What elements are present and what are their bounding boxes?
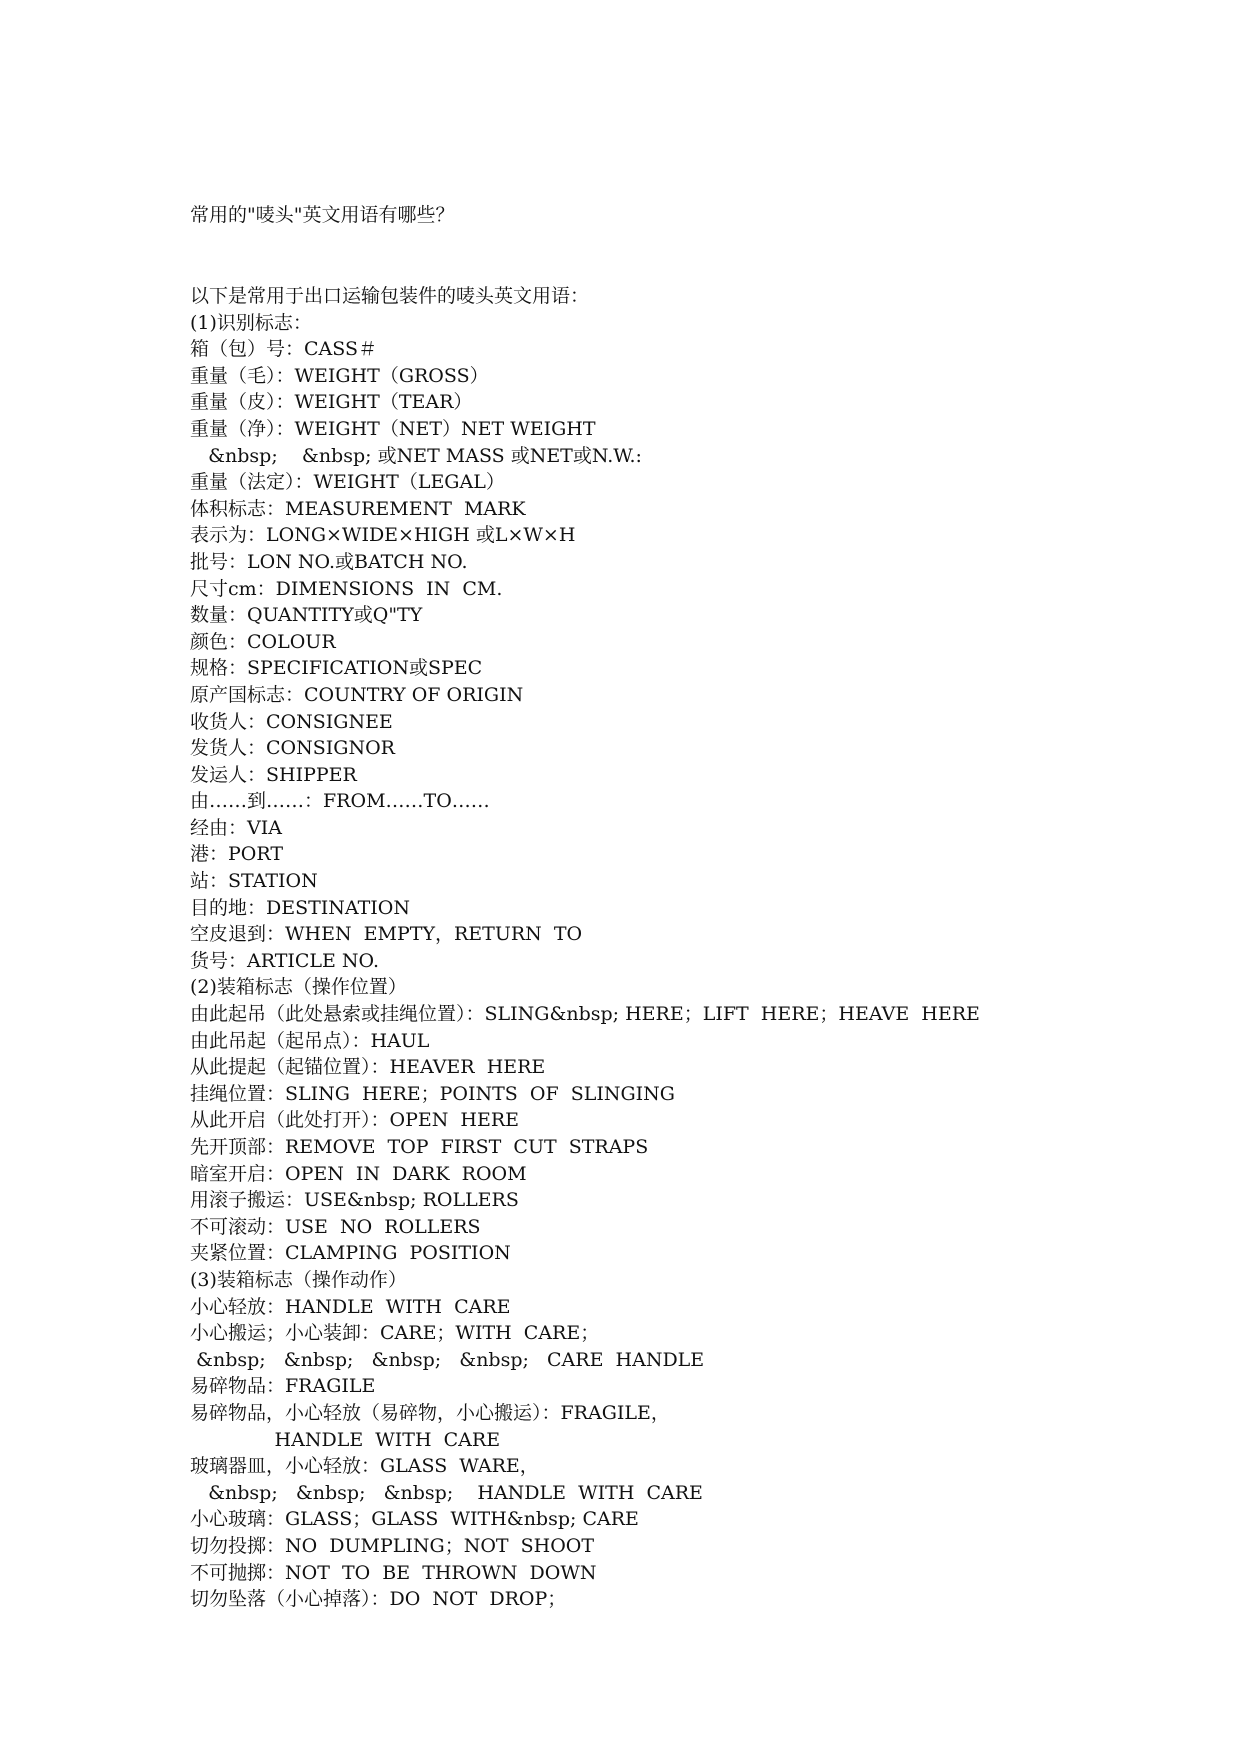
text-line: 目的地：DESTINATION — [190, 896, 410, 919]
text-line: 易碎物品，小心轻放（易碎物，小心搬运）：FRAGILE， — [190, 1401, 670, 1424]
text-line: 规格：SPECIFICATION或SPEC — [190, 657, 483, 680]
text-line: 小心轻放：HANDLE WITH CARE — [190, 1295, 511, 1318]
text-line: 原产国标志：COUNTRY OF ORIGIN — [190, 683, 524, 706]
text-line: 港：PORT — [190, 843, 284, 866]
text-line: 颜色：COLOUR — [190, 630, 336, 653]
text-line: 由……到……：FROM……TO…… — [190, 790, 490, 813]
text-line: 不可抛掷：NOT TO BE THROWN DOWN — [190, 1561, 597, 1584]
text-line: 货号：ARTICLE NO. — [190, 949, 380, 972]
text-line: 重量（净）：WEIGHT（NET）NET WEIGHT — [190, 417, 596, 440]
text-line: 挂绳位置：SLING HERE；POINTS OF SLINGING — [190, 1082, 675, 1105]
text-line: 发货人：CONSIGNOR — [190, 737, 395, 760]
text-line: 收货人：CONSIGNEE — [190, 710, 393, 733]
text-line: (3)装箱标志（操作动作） — [190, 1268, 407, 1291]
document-title: 常用的"唛头"英文用语有哪些？ — [190, 204, 455, 226]
text-line: (1)识别标志： — [190, 311, 312, 334]
text-line: &nbsp; &nbsp; &nbsp; &nbsp; CARE HANDLE — [190, 1348, 705, 1371]
text-line: 表示为：LONG×WIDE×HIGH 或L×W×H — [190, 524, 576, 547]
text-line: 重量（毛）：WEIGHT（GROSS） — [190, 364, 489, 387]
text-line: 重量（皮）：WEIGHT（TEAR） — [190, 391, 473, 414]
text-line: 切勿坠落（小心掉落）：DO NOT DROP； — [190, 1588, 567, 1611]
text-line: 夹紧位置：CLAMPING POSITION — [190, 1242, 511, 1265]
text-line: &nbsp; &nbsp; 或NET MASS 或NET或N.W.: — [190, 444, 642, 467]
text-line: 玻璃器皿，小心轻放：GLASS WARE， — [190, 1455, 539, 1478]
text-line: HANDLE WITH CARE — [190, 1428, 501, 1451]
text-line: 不可滚动：USE NO ROLLERS — [190, 1215, 481, 1238]
text-line: 暗室开启：OPEN IN DARK ROOM — [190, 1162, 527, 1185]
text-line: 以下是常用于出口运输包装件的唛头英文用语： — [190, 285, 590, 307]
text-line: 从此开启（此处打开）：OPEN HERE — [190, 1109, 520, 1132]
text-line: 切勿投掷：NO DUMPLING；NOT SHOOT — [190, 1534, 595, 1557]
text-line: 体积标志：MEASUREMENT MARK — [190, 497, 526, 520]
text-line: 小心搬运；小心装卸：CARE；WITH CARE； — [190, 1322, 600, 1345]
text-line: 易碎物品：FRAGILE — [190, 1375, 376, 1398]
text-line: 站：STATION — [190, 870, 318, 893]
text-line: 数量：QUANTITY或Q"TY — [190, 604, 423, 627]
text-line: 批号：LON NO.或BATCH NO. — [190, 550, 468, 573]
text-line: 先开顶部：REMOVE TOP FIRST CUT STRAPS — [190, 1136, 649, 1158]
text-line: 由此起吊（此处悬索或挂绳位置）：SLING&nbsp; HERE；LIFT HERE；HEAVE HERE — [190, 1003, 980, 1026]
text-line: 发运人：SHIPPER — [190, 763, 357, 786]
text-line: 用滚子搬运：USE&nbsp; ROLLERS — [190, 1189, 519, 1212]
text-line: 小心玻璃：GLASS；GLASS WITH&nbsp; CARE — [190, 1508, 639, 1531]
text-line: (2)装箱标志（操作位置） — [190, 976, 407, 999]
text-line: &nbsp; &nbsp; &nbsp; HANDLE WITH CARE — [190, 1481, 703, 1504]
text-line: 由此吊起（起吊点）：HAUL — [190, 1029, 430, 1052]
text-line: 箱（包）号：CASS＃ — [190, 338, 377, 361]
text-line: 空皮退到：WHEN EMPTY，RETURN TO — [190, 923, 583, 946]
text-line: 经由：VIA — [190, 816, 282, 839]
text-line: 重量（法定）：WEIGHT（LEGAL） — [190, 471, 505, 494]
text-line: 从此提起（起锚位置）：HEAVER HERE — [190, 1056, 546, 1079]
text-line: 尺寸cm：DIMENSIONS IN CM. — [190, 577, 503, 600]
document-body — [190, 283, 1200, 1613]
